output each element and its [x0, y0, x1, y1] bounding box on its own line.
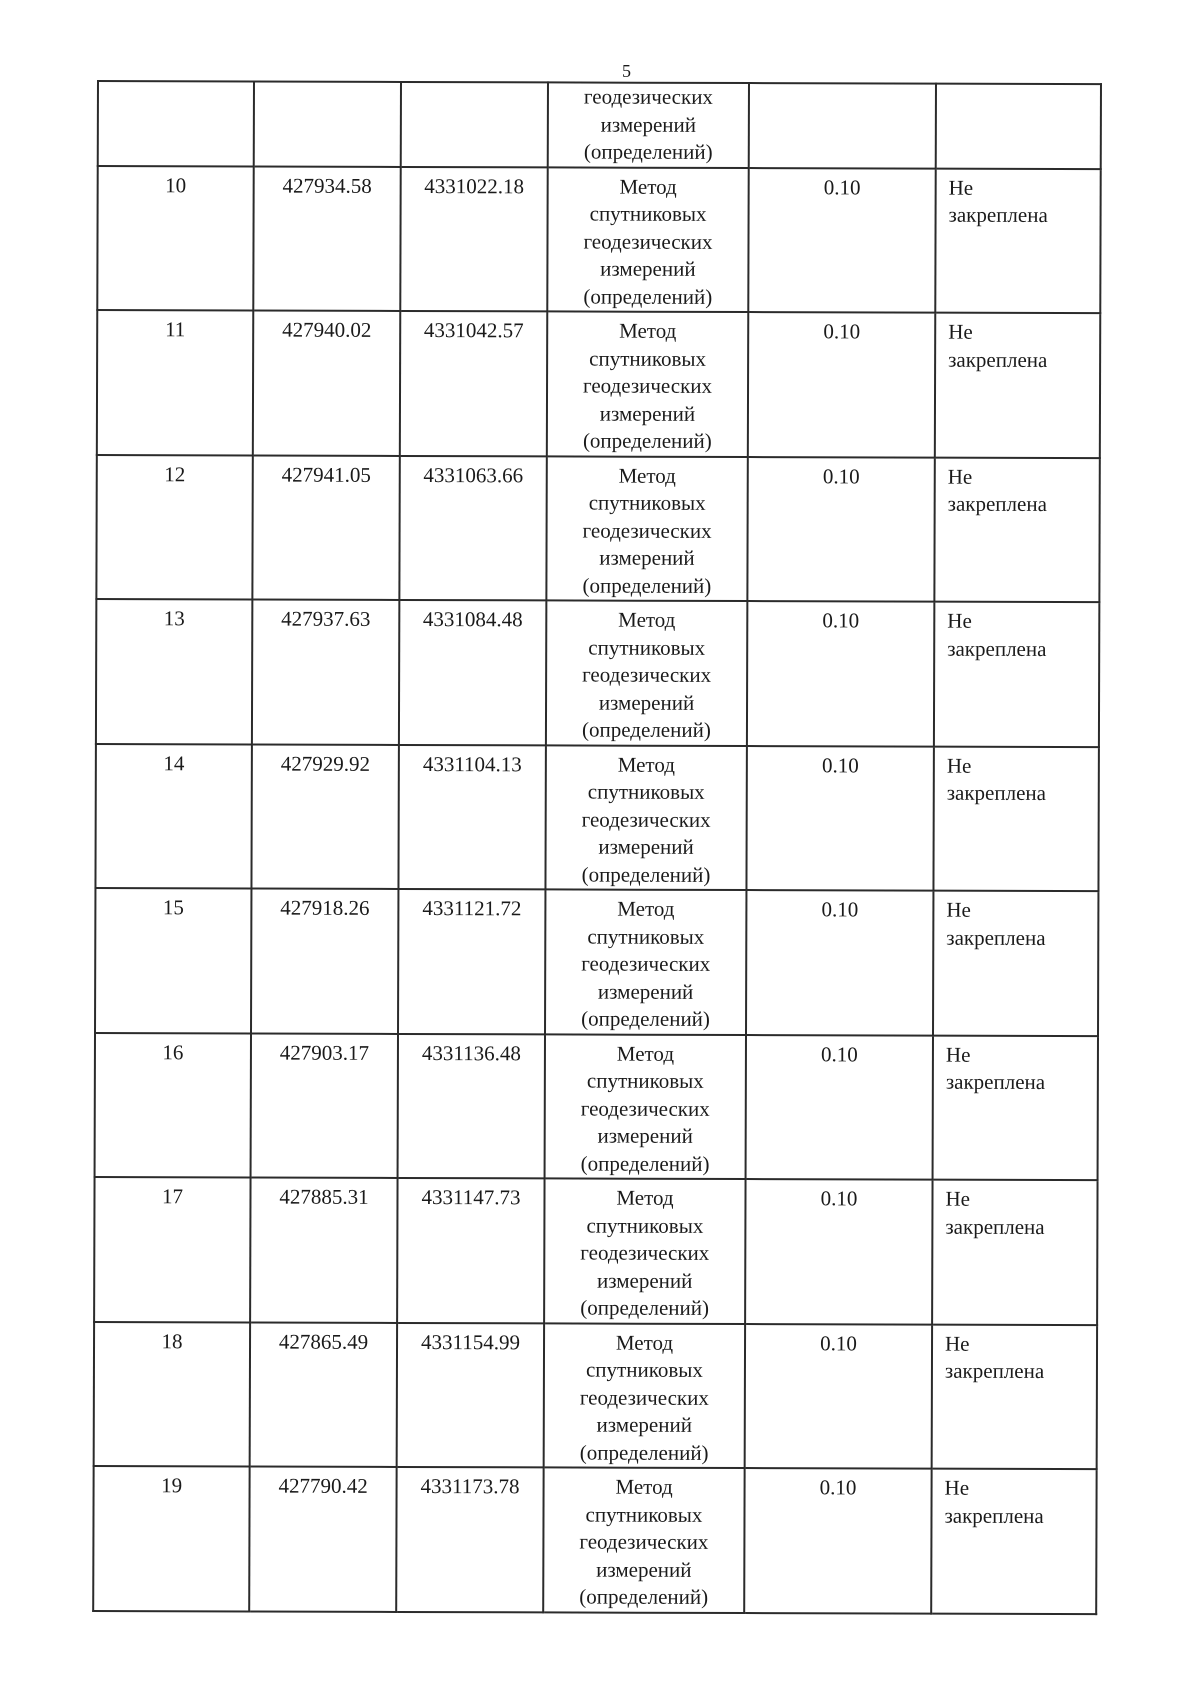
- method-line: (определений): [580, 1151, 710, 1176]
- method-line: (определений): [582, 717, 711, 742]
- method-line: измерений: [600, 112, 697, 137]
- method-line: геодезических: [582, 662, 712, 687]
- method-line: измерений: [596, 1557, 692, 1582]
- x-coordinate-cell: 427937.63: [252, 599, 399, 744]
- method-line: измерений: [597, 1123, 693, 1148]
- status-line: Не: [946, 897, 971, 922]
- y-coordinate-cell: 4331147.73: [397, 1178, 544, 1323]
- method-line: измерений: [596, 1268, 693, 1293]
- page-number: 5: [622, 61, 631, 81]
- method-line: Метод: [616, 1185, 674, 1210]
- status-line: Не: [945, 1186, 971, 1211]
- table-body: [93, 81, 1101, 1614]
- point-number-cell: 15: [95, 888, 251, 1033]
- method-cell: [547, 167, 748, 312]
- point-number-cell: 13: [96, 599, 252, 744]
- accuracy-cell: 0.10: [747, 601, 934, 746]
- method-line: (определений): [583, 284, 713, 309]
- continuation-row: [98, 81, 1101, 169]
- method-line: (определений): [582, 573, 712, 598]
- point-number-cell: [98, 81, 254, 166]
- status-line: закреплена: [945, 1214, 1045, 1239]
- method-cell: [548, 82, 749, 167]
- method-line: (определений): [582, 428, 712, 453]
- method-cell: [545, 745, 746, 890]
- method-line: геодезических: [583, 229, 713, 254]
- accuracy-cell: 0.10: [746, 1035, 933, 1180]
- x-coordinate-cell: 427941.05: [252, 455, 399, 600]
- method-line: (определений): [583, 139, 713, 164]
- method-line: Метод: [615, 1474, 673, 1499]
- method-line: Метод: [617, 896, 675, 921]
- method-cell: [544, 1178, 745, 1323]
- table-row: [93, 1466, 1096, 1614]
- status-line: закреплена: [946, 780, 1047, 805]
- table-row: [94, 1177, 1097, 1325]
- status-cell: [933, 891, 1098, 1036]
- coordinates-table: [92, 80, 1102, 1615]
- method-line: измерений: [598, 834, 694, 859]
- status-line: Не: [948, 175, 974, 200]
- point-number-cell: 17: [94, 1177, 250, 1322]
- accuracy-cell: 0.10: [745, 1324, 932, 1469]
- method-cell: [545, 889, 746, 1034]
- method-line: спутниковых: [586, 1213, 704, 1238]
- method-line: измерений: [597, 979, 694, 1004]
- y-coordinate-cell: 4331136.48: [398, 1033, 545, 1178]
- status-cell: [933, 1035, 1098, 1180]
- table-row: [96, 455, 1099, 603]
- method-line: спутниковых: [586, 1068, 704, 1093]
- status-cell: [932, 1180, 1097, 1325]
- status-line: Не: [944, 1475, 970, 1500]
- status-cell: [933, 746, 1098, 891]
- method-line: Метод: [618, 463, 676, 488]
- y-coordinate-cell: 4331063.66: [399, 455, 546, 600]
- method-line: геодезических: [580, 1096, 710, 1121]
- table-row: [95, 888, 1098, 1036]
- y-coordinate-cell: 4331154.99: [397, 1322, 544, 1467]
- table-row: [95, 743, 1098, 891]
- status-cell: [932, 1324, 1097, 1469]
- status-cell: [935, 313, 1100, 458]
- status-line: закреплена: [946, 925, 1046, 950]
- method-cell: [544, 1323, 745, 1468]
- accuracy-cell: 0.10: [746, 890, 933, 1035]
- status-line: закреплена: [948, 347, 1048, 372]
- method-line: Метод: [617, 752, 675, 777]
- method-line: измерений: [599, 545, 695, 570]
- table-row: [94, 1321, 1097, 1469]
- method-line: Метод: [619, 174, 677, 199]
- method-line: спутниковых: [589, 346, 707, 371]
- accuracy-cell: 0.10: [747, 457, 934, 602]
- method-cell: [546, 600, 747, 745]
- status-line: закреплена: [944, 1503, 1044, 1528]
- method-line: спутниковых: [587, 924, 705, 949]
- point-number-cell: 11: [97, 310, 253, 455]
- method-line: спутниковых: [588, 490, 706, 515]
- method-cell: [543, 1467, 744, 1612]
- point-number-cell: 19: [93, 1466, 249, 1611]
- accuracy-cell: [749, 83, 936, 168]
- accuracy-cell: 0.10: [748, 312, 935, 457]
- method-line: спутниковых: [585, 1502, 703, 1527]
- method-line: измерений: [599, 401, 696, 426]
- method-line: спутниковых: [588, 635, 706, 660]
- x-coordinate-cell: 427865.49: [250, 1322, 397, 1467]
- method-line: (определений): [581, 1006, 710, 1031]
- method-line: геодезических: [579, 1529, 709, 1554]
- method-line: измерений: [596, 1412, 693, 1437]
- x-coordinate-cell: 427903.17: [251, 1033, 398, 1178]
- status-line: Не: [944, 1331, 970, 1356]
- x-coordinate-cell: 427918.26: [251, 888, 398, 1033]
- x-coordinate-cell: [254, 81, 401, 166]
- y-coordinate-cell: 4331104.13: [398, 744, 545, 889]
- status-line: закреплена: [947, 491, 1047, 516]
- accuracy-cell: 0.10: [744, 1468, 931, 1613]
- method-line: Метод: [616, 1041, 675, 1066]
- method-line: геодезических: [583, 84, 713, 109]
- point-number-cell: 12: [96, 455, 252, 600]
- status-line: закреплена: [947, 636, 1047, 661]
- method-line: геодезических: [582, 373, 713, 398]
- method-line: спутниковых: [589, 201, 707, 226]
- status-line: Не: [947, 608, 972, 633]
- point-number-cell: 10: [97, 166, 253, 311]
- x-coordinate-cell: 427885.31: [250, 1177, 397, 1322]
- point-number-cell: 14: [95, 743, 251, 888]
- accuracy-cell: 0.10: [745, 1179, 932, 1324]
- x-coordinate-cell: 427934.58: [253, 166, 400, 311]
- method-line: геодезических: [581, 807, 711, 832]
- method-line: Метод: [619, 318, 677, 343]
- y-coordinate-cell: 4331042.57: [400, 311, 547, 456]
- method-line: (определений): [580, 1295, 710, 1320]
- status-line: Не: [945, 1042, 971, 1067]
- point-number-cell: 16: [95, 1032, 251, 1177]
- y-coordinate-cell: 4331022.18: [400, 166, 547, 311]
- point-number-cell: 18: [94, 1321, 250, 1466]
- method-cell: [547, 311, 748, 456]
- method-line: Метод: [618, 607, 676, 632]
- method-line: (определений): [581, 862, 711, 887]
- y-coordinate-cell: 4331121.72: [398, 889, 545, 1034]
- status-line: Не: [948, 319, 973, 344]
- status-cell: [934, 457, 1099, 602]
- method-cell: [545, 1034, 746, 1179]
- method-line: измерений: [600, 256, 696, 281]
- table-row: [97, 166, 1100, 314]
- status-line: Не: [947, 464, 973, 489]
- coordinates-table-wrapper: [92, 80, 1102, 1615]
- method-line: геодезических: [582, 518, 712, 543]
- method-line: измерений: [598, 690, 695, 715]
- status-cell: [931, 1469, 1096, 1614]
- method-line: геодезических: [581, 951, 711, 976]
- x-coordinate-cell: 427940.02: [253, 310, 400, 455]
- y-coordinate-cell: [401, 82, 548, 167]
- method-line: геодезических: [579, 1385, 709, 1410]
- method-line: спутниковых: [585, 1357, 703, 1382]
- accuracy-cell: 0.10: [746, 746, 933, 891]
- x-coordinate-cell: 427790.42: [249, 1466, 396, 1611]
- x-coordinate-cell: 427929.92: [251, 744, 398, 889]
- method-line: (определений): [579, 1440, 709, 1465]
- status-cell: [934, 602, 1099, 747]
- status-line: закреплена: [945, 1069, 1046, 1094]
- table-row: [95, 1032, 1098, 1180]
- y-coordinate-cell: 4331173.78: [396, 1467, 543, 1612]
- method-line: (определений): [579, 1584, 709, 1609]
- status-line: закреплена: [948, 202, 1048, 227]
- method-line: геодезических: [580, 1240, 710, 1265]
- method-line: Метод: [615, 1330, 674, 1355]
- status-cell: [936, 84, 1101, 169]
- y-coordinate-cell: 4331084.48: [399, 600, 546, 745]
- method-cell: [546, 456, 747, 601]
- table-row: [97, 310, 1100, 458]
- status-cell: [935, 168, 1100, 313]
- table-row: [96, 599, 1099, 747]
- status-line: Не: [946, 753, 972, 778]
- accuracy-cell: 0.10: [748, 168, 935, 313]
- status-line: закреплена: [944, 1358, 1045, 1383]
- method-line: спутниковых: [587, 779, 705, 804]
